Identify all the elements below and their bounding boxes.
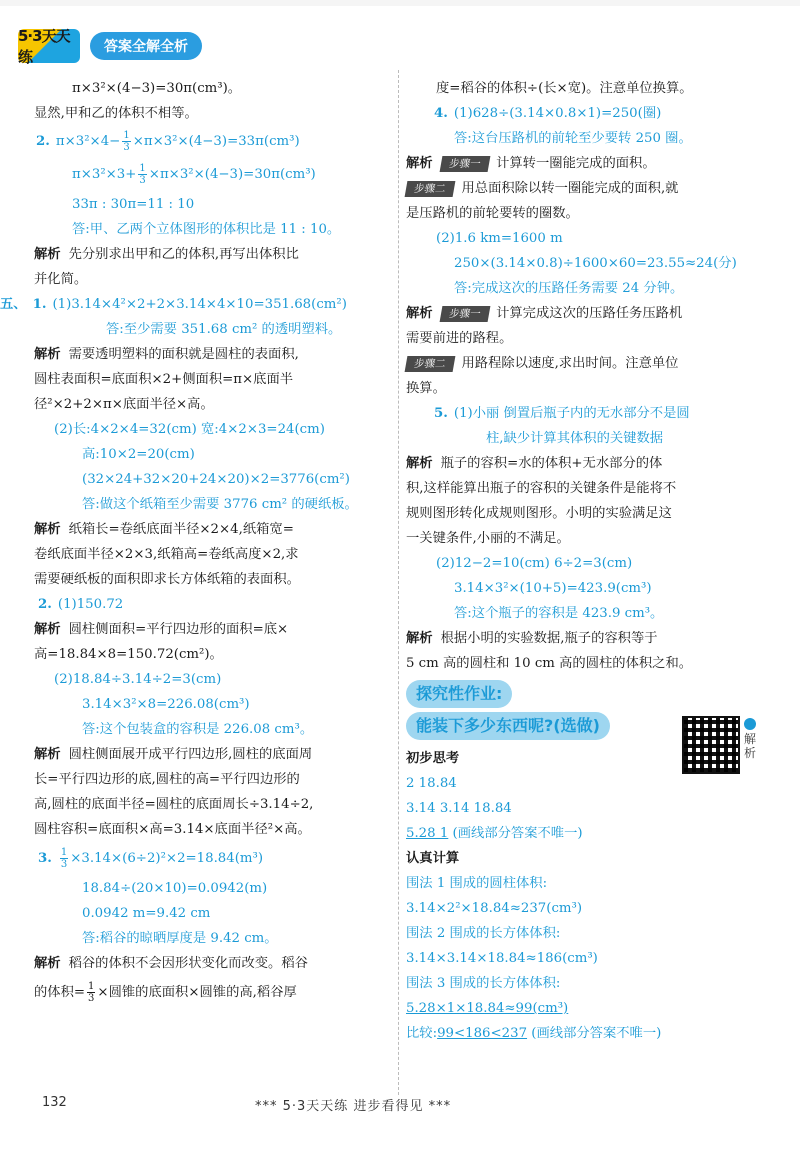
- answer-line: (2)1.6 km=1600 m: [436, 231, 563, 246]
- formula: π×3²×4−: [55, 134, 121, 149]
- analysis-label: 解析: [34, 622, 61, 637]
- analysis-text: 用路程除以速度,求出时间。注意单位: [461, 356, 679, 371]
- page-header: [18, 28, 202, 64]
- analysis-line: [406, 151, 776, 176]
- page-number: 132: [42, 1095, 67, 1110]
- analysis-text: 圆柱侧面积=平行四边形的面积=底×: [68, 622, 289, 637]
- note: (画线部分答案不唯一): [452, 826, 583, 841]
- answer-line: 5.28×1×18.84≈99(cm³): [406, 1001, 569, 1016]
- analysis-label: 解析: [406, 456, 433, 471]
- answer-line: 0.0942 m=9.42 cm: [82, 906, 211, 921]
- answer-line: (2)18.84÷3.14÷2=3(cm): [54, 672, 222, 687]
- analysis-label: 解析: [406, 306, 433, 321]
- formula: (1)3.14×4²×2+2×3.14×4×10=351.68(cm²): [52, 297, 347, 312]
- analysis-line: [34, 742, 396, 767]
- step-one-badge: 步骤一: [439, 156, 489, 172]
- formula: π×3²×3+: [72, 167, 137, 182]
- formula: (1)628÷(3.14×0.8×1)=250(圈): [453, 106, 662, 121]
- analysis-text: 先分别求出甲和乙的体积,再写出体积比: [68, 247, 299, 262]
- text-line: π×3²×(4−3)=30π(cm³)。: [72, 81, 242, 96]
- question-number: 3.: [38, 851, 52, 866]
- analysis-text: 圆柱侧面展开成平行四边形,圆柱的底面周: [68, 747, 313, 762]
- answer-line: 33π : 30π=11 : 10: [72, 197, 195, 212]
- formula: ×3.14×(6÷2)²×2=18.84(m³): [70, 851, 264, 866]
- analysis-label: 解析: [34, 347, 61, 362]
- play-arrow-icon: [744, 718, 756, 730]
- step-two-badge: 步骤二: [405, 181, 455, 197]
- answer-line: 3.14 3.14 18.84: [406, 801, 512, 816]
- analysis-label: 解析: [34, 247, 61, 262]
- analysis-label: 解析: [34, 956, 61, 971]
- answer-line: [0, 292, 396, 317]
- analysis-line: 高=18.84×8=150.72(cm²)。: [34, 647, 223, 662]
- analysis-text: 纸箱长=卷纸底面半径×2×4,纸箱宽=: [68, 522, 294, 537]
- analysis-line: 换算。: [406, 381, 446, 396]
- qr-label-text: 解析: [744, 732, 757, 760]
- analysis-label: 解析: [34, 747, 61, 762]
- formula: (1)小丽 倒置后瓶子内的无水部分不是圆: [453, 406, 690, 421]
- analysis-line: 一关键条件,小丽的不满足。: [406, 531, 570, 546]
- brand-logo: 5·3天天练: [18, 29, 80, 63]
- numerator: 1: [139, 163, 146, 174]
- fraction: [138, 163, 146, 186]
- analysis-text: 根据小明的实验数据,瓶子的容积等于: [440, 631, 658, 646]
- analysis-line: 需要前进的路程。: [406, 331, 513, 346]
- column-divider: [398, 70, 399, 1095]
- analysis-text: 计算完成这次的压路任务压路机: [496, 306, 683, 321]
- text-line: 显然,甲和乙的体积不相等。: [34, 106, 198, 121]
- answer-line: [406, 1021, 776, 1046]
- footer-slogan: *** 5·3天天练 进步看得见 ***: [255, 1099, 452, 1114]
- answer-line: 3.14×3²×8=226.08(cm³): [82, 697, 250, 712]
- analysis-line: [406, 451, 776, 476]
- analysis-label: 解析: [34, 522, 61, 537]
- analysis-line: 径²×2+2×π×底面半径×高。: [34, 397, 214, 412]
- analysis-line: 需要硬纸板的面积即求长方体纸箱的表面积。: [34, 572, 300, 587]
- analysis-line: 圆柱表面积=底面积×2+侧面积=π×底面半: [34, 372, 294, 387]
- analysis-text: 计算转一圈能完成的面积。: [496, 156, 656, 171]
- analysis-line: [406, 301, 776, 326]
- analysis-text: 稻谷的体积不会因形状变化而改变。稻谷: [68, 956, 308, 971]
- analysis-line: 并化简。: [34, 272, 88, 287]
- note: (画线部分答案不唯一): [531, 1026, 662, 1041]
- answer-line: [406, 101, 776, 126]
- denominator: 3: [123, 142, 130, 153]
- question-number: 1.: [32, 297, 47, 312]
- denominator: 3: [88, 993, 95, 1004]
- fraction: [87, 981, 95, 1004]
- header-tag: 答案全解全析: [90, 32, 202, 60]
- denominator: 3: [60, 859, 68, 870]
- analysis-line: 积,这样能算出瓶子的容积的关键条件是能将不: [406, 481, 677, 496]
- answer-line: [406, 821, 776, 846]
- formula: (1)150.72: [57, 597, 124, 612]
- analysis-text: 瓶子的容积=水的体积+无水部分的体: [440, 456, 663, 471]
- answer-line: 答:甲、乙两个立体图形的体积比是 11 : 10。: [72, 222, 341, 237]
- analysis-label: 解析: [406, 631, 433, 646]
- answer-line: [34, 158, 396, 192]
- explore-title-2: 能装下多少东西呢?(选做): [406, 712, 610, 740]
- answer-line: [406, 401, 776, 426]
- qr-code-icon[interactable]: [682, 716, 740, 774]
- analysis-line: [34, 617, 396, 642]
- analysis-line: 5 cm 高的圆柱和 10 cm 高的圆柱的体积之和。: [406, 656, 693, 671]
- answer-line: 答:稻谷的晾晒厚度是 9.42 cm。: [82, 931, 278, 946]
- answer-line: 答:做这个纸箱至少需要 3776 cm² 的硬纸板。: [82, 497, 358, 512]
- answer-line: 2 18.84: [406, 776, 457, 791]
- analysis-line: 是压路机的前轮要转的圈数。: [406, 206, 579, 221]
- analysis-text: 用总面积除以转一圈能完成的面积,就: [461, 181, 679, 196]
- left-column: [0, 76, 396, 1010]
- question-number: 2.: [36, 134, 50, 149]
- analysis-line: 卷纸底面半径×2×3,纸箱高=卷纸高度×2,求: [34, 547, 299, 562]
- answer-line: 答:至少需要 351.68 cm² 的透明塑料。: [106, 322, 342, 337]
- section-heading: 初步思考: [406, 751, 460, 766]
- analysis-line: [34, 342, 396, 367]
- answer-line: 答:这个包装盒的容积是 226.08 cm³。: [82, 722, 314, 737]
- fraction: [122, 130, 130, 153]
- analysis-line: [34, 517, 396, 542]
- analysis-label: 解析: [406, 156, 433, 171]
- analysis-line: 圆柱容积=底面积×高=3.14×底面半径²×高。: [34, 822, 311, 837]
- right-column: [406, 76, 776, 1046]
- label: 比较:: [406, 1026, 438, 1041]
- underlined-answer: 5.28 1: [406, 826, 449, 841]
- answer-line: [34, 842, 396, 876]
- answer-line: 围法 3 围成的长方体体积:: [406, 976, 561, 991]
- question-number: 5.: [434, 406, 448, 421]
- question-number: 4.: [434, 106, 448, 121]
- answer-line: 答:完成这次的压路任务需要 24 分钟。: [454, 281, 684, 296]
- analysis-line: [34, 242, 396, 267]
- analysis-line: 长=平行四边形的底,圆柱的高=平行四边形的: [34, 772, 300, 787]
- answer-line: 高:10×2=20(cm): [82, 447, 195, 462]
- section-heading: 认真计算: [406, 851, 460, 866]
- analysis-line: [406, 626, 776, 651]
- answer-line: 答:这个瓶子的容积是 423.9 cm³。: [454, 606, 664, 621]
- question-number: 2.: [38, 597, 52, 612]
- section-number: 五、: [0, 297, 27, 312]
- answer-line: (2)长:4×2×4=32(cm) 宽:4×2×3=24(cm): [54, 422, 325, 437]
- analysis-line: 规则图形转化成规则图形。小明的实验满足这: [406, 506, 672, 521]
- analysis-line: [34, 976, 396, 1010]
- step-two-badge: 步骤二: [405, 356, 455, 372]
- answer-line: 18.84÷(20×10)=0.0942(m): [82, 881, 268, 896]
- fraction: [60, 847, 68, 870]
- qr-label[interactable]: [744, 718, 764, 760]
- underlined-answer: 99<186<237: [437, 1026, 528, 1041]
- answer-line: (32×24+32×20+24×20)×2=3776(cm²): [82, 472, 350, 487]
- analysis-text: 需要透明塑料的面积就是圆柱的表面积,: [68, 347, 299, 362]
- answer-line: 答:这台压路机的前轮至少要转 250 圈。: [454, 131, 692, 146]
- formula: ×π×3²×(4−3)=33π(cm³): [132, 134, 300, 149]
- denominator: 3: [139, 175, 146, 186]
- numerator: 1: [123, 130, 130, 141]
- analysis-text: ×圆锥的底面积×圆锥的高,稻谷厚: [97, 985, 297, 1000]
- analysis-line: 高,圆柱的底面半径=圆柱的底面周长÷3.14÷2,: [34, 797, 314, 812]
- answer-line: 250×(3.14×0.8)÷1600×60=23.55≈24(分): [454, 256, 737, 271]
- numerator: 1: [88, 981, 95, 992]
- numerator: 1: [60, 847, 68, 858]
- answer-line: [34, 126, 396, 158]
- answer-line: 围法 1 围成的圆柱体积:: [406, 876, 548, 891]
- formula: ×π×3²×(4−3)=30π(cm³): [148, 167, 316, 182]
- analysis-line: [406, 351, 776, 376]
- analysis-line: 度=稻谷的体积÷(长×宽)。注意单位换算。: [436, 81, 693, 96]
- answer-line: (2)12−2=10(cm) 6÷2=3(cm): [436, 556, 633, 571]
- analysis-text: 的体积=: [34, 985, 86, 1000]
- step-one-badge: 步骤一: [439, 306, 489, 322]
- analysis-line: [34, 951, 396, 976]
- answer-line: [34, 592, 396, 617]
- answer-line: 3.14×2²×18.84≈237(cm³): [406, 901, 583, 916]
- answer-line: 3.14×3.14×18.84≈186(cm³): [406, 951, 598, 966]
- answer-line: 柱,缺少计算其体积的关键数据: [486, 431, 664, 446]
- analysis-line: [406, 176, 776, 201]
- explore-title-1: 探究性作业:: [406, 680, 512, 708]
- page-edge: [0, 0, 800, 6]
- answer-line: 围法 2 围成的长方体体积:: [406, 926, 561, 941]
- answer-line: 3.14×3²×(10+5)=423.9(cm³): [454, 581, 652, 596]
